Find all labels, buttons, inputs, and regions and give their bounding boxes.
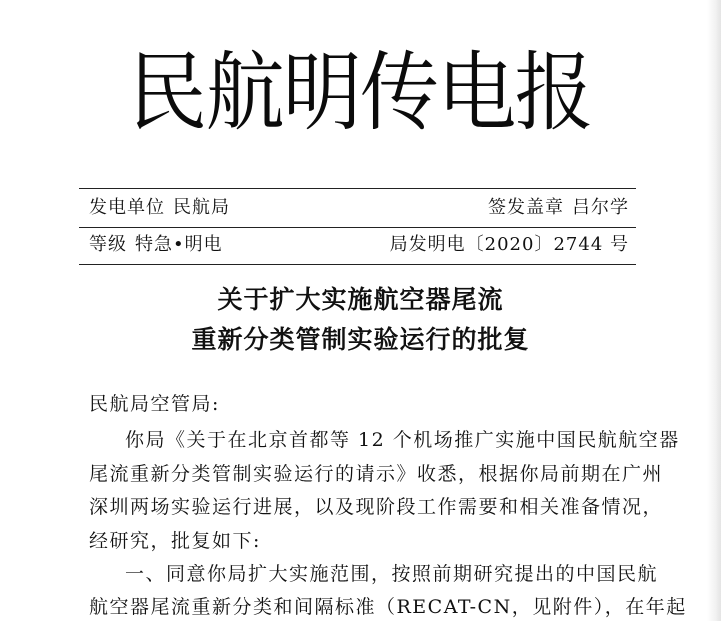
header-middle-rule (79, 227, 636, 228)
level-label: 等级 (89, 234, 127, 255)
signer-label: 签发盖章 (488, 197, 564, 218)
level-value: 特急•明电 (135, 234, 223, 255)
body-line-1: 你局《关于在北京首都等 12 个机场推广实施中国民航航空器 (125, 429, 680, 451)
addressee: 民航局空管局: (89, 393, 220, 415)
header-row-level (89, 233, 629, 257)
header-top-rule (79, 188, 636, 189)
body-line-5: 一、同意你局扩大实施范围，按照前期研究提出的中国民航 (125, 563, 659, 585)
body-line-4: 经研究，批复如下: (89, 530, 261, 552)
document-number: 局发明电〔2020〕2744 号 (389, 234, 629, 255)
header-bottom-rule (79, 264, 636, 265)
header-row-issuer (89, 196, 629, 220)
document-title-line-2: 重新分类管制实验运行的批复 (191, 325, 530, 354)
body-line-6: 航空器尾流重新分类和间隔标准（RECAT-CN，见附件），在年起 (89, 596, 687, 618)
signer-field (488, 196, 629, 220)
signer-value: 吕尔学 (572, 197, 629, 218)
masthead-title: 民航明传电报 (128, 43, 592, 143)
body-line-2: 尾流重新分类管制实验运行的请示》收悉，根据你局前期在广州 (89, 463, 664, 485)
document-title-line-1: 关于扩大实施航空器尾流 (217, 285, 504, 314)
issuer-label: 发电单位 (89, 197, 165, 218)
body-line-3: 深圳两场实验运行进展，以及现阶段工作需要和相关准备情况， (89, 496, 664, 518)
issuer-value: 民航局 (173, 197, 230, 218)
issuer-field (89, 196, 230, 220)
level-field (89, 233, 223, 257)
